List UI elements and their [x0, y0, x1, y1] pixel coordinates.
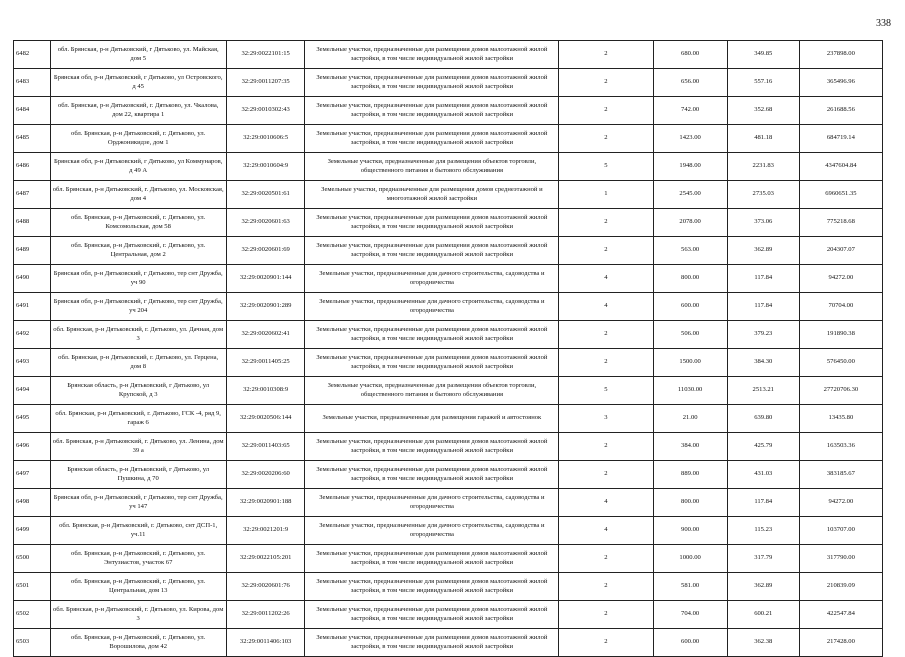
- specific-value-cell: 600.21: [727, 601, 799, 629]
- cadastral-number-cell: 32:29:0020501:61: [226, 181, 305, 209]
- land-use-cell: Земельные участки, предназначенные для размещения объектов торговли, общественного питания и бытового обслуживания: [305, 377, 559, 405]
- address-cell: обл. Брянская, р-н Дятьковский, г. Дятьково, ГСК -4, ряд 9, гараж 6: [50, 405, 226, 433]
- table-row: [14, 181, 883, 209]
- specific-value-cell: 362.38: [727, 629, 799, 657]
- specific-value-cell: 362.89: [727, 573, 799, 601]
- group-cell: 5: [559, 377, 653, 405]
- specific-value-cell: 639.80: [727, 405, 799, 433]
- area-cell: 680.00: [653, 41, 727, 69]
- specific-value-cell: 425.79: [727, 433, 799, 461]
- cadastral-value-cell: 383185.67: [799, 461, 882, 489]
- specific-value-cell: 379.23: [727, 321, 799, 349]
- group-cell: 2: [559, 349, 653, 377]
- land-use-cell: Земельные участки, предназначенные для размещения домов малоэтажной жилой застройки, в том числе индивидуальной жилой застройки: [305, 461, 559, 489]
- row-number-cell: 6483: [14, 69, 51, 97]
- area-cell: 1948.00: [653, 153, 727, 181]
- group-cell: 2: [559, 573, 653, 601]
- land-use-cell: Земельные участки, предназначенные для размещения домов малоэтажной жилой застройки, в том числе индивидуальной жилой застройки: [305, 321, 559, 349]
- specific-value-cell: 117.84: [727, 489, 799, 517]
- row-number-cell: 6496: [14, 433, 51, 461]
- land-use-cell: Земельные участки, предназначенные для размещения домов малоэтажной жилой застройки, в том числе индивидуальной жилой застройки: [305, 629, 559, 657]
- cadastral-number-cell: 32:29:0020901:188: [226, 489, 305, 517]
- land-use-cell: Земельные участки, предназначенные для размещения домов малоэтажной жилой застройки, в том числе индивидуальной жилой застройки: [305, 433, 559, 461]
- area-cell: 1000.00: [653, 545, 727, 573]
- cadastral-value-cell: 6960651.35: [799, 181, 882, 209]
- registry-rows: [14, 41, 883, 657]
- address-cell: обл. Брянская, р-н Дятьковский, г. Дятьково, ул. Ленина, дом 39 а: [50, 433, 226, 461]
- row-number-cell: 6491: [14, 293, 51, 321]
- group-cell: 4: [559, 265, 653, 293]
- address-cell: обл. Брянская, р-н Дятьковский, г Дятьково, ул. Майская, дом 5: [50, 41, 226, 69]
- cadastral-number-cell: 32:29:0010604:9: [226, 153, 305, 181]
- cadastral-number-cell: 32:29:0020206:60: [226, 461, 305, 489]
- row-number-cell: 6488: [14, 209, 51, 237]
- land-use-cell: Земельные участки, предназначенные для размещения домов малоэтажной жилой застройки, в том числе индивидуальной жилой застройки: [305, 97, 559, 125]
- area-cell: 900.00: [653, 517, 727, 545]
- table-row: [14, 237, 883, 265]
- area-cell: 11030.00: [653, 377, 727, 405]
- group-cell: 2: [559, 629, 653, 657]
- cadastral-value-cell: 4347604.84: [799, 153, 882, 181]
- group-cell: 2: [559, 97, 653, 125]
- table-row: [14, 209, 883, 237]
- specific-value-cell: 362.89: [727, 237, 799, 265]
- area-cell: 889.00: [653, 461, 727, 489]
- row-number-cell: 6498: [14, 489, 51, 517]
- cadastral-value-cell: 13435.80: [799, 405, 882, 433]
- specific-value-cell: 117.84: [727, 265, 799, 293]
- cadastral-value-cell: 204307.07: [799, 237, 882, 265]
- address-cell: Брянская обл, р-н Дятьковский, г Дятьково, ул Коммунаров, д 49 А: [50, 153, 226, 181]
- group-cell: 2: [559, 125, 653, 153]
- land-registry-table: [13, 40, 883, 657]
- address-cell: Брянская обл, р-н Дятьковский, г Дятьково, тер снт Дружба, уч 147: [50, 489, 226, 517]
- group-cell: 2: [559, 237, 653, 265]
- group-cell: 4: [559, 517, 653, 545]
- row-number-cell: 6485: [14, 125, 51, 153]
- cadastral-number-cell: 32:29:0020601:76: [226, 573, 305, 601]
- area-cell: 704.00: [653, 601, 727, 629]
- table-row: [14, 573, 883, 601]
- table-row: [14, 125, 883, 153]
- cadastral-value-cell: 217428.00: [799, 629, 882, 657]
- table-row: [14, 265, 883, 293]
- cadastral-value-cell: 27720706.30: [799, 377, 882, 405]
- table-row: [14, 349, 883, 377]
- table-row: [14, 461, 883, 489]
- cadastral-value-cell: 775218.68: [799, 209, 882, 237]
- table-row: [14, 433, 883, 461]
- cadastral-number-cell: 32:29:0010302:43: [226, 97, 305, 125]
- address-cell: обл. Брянская, р-н Дятьковский, г. Дятьково, ул. Кирова, дом 3: [50, 601, 226, 629]
- table-row: [14, 97, 883, 125]
- area-cell: 384.00: [653, 433, 727, 461]
- row-number-cell: 6502: [14, 601, 51, 629]
- row-number-cell: 6486: [14, 153, 51, 181]
- area-cell: 1500.00: [653, 349, 727, 377]
- row-number-cell: 6482: [14, 41, 51, 69]
- address-cell: Брянская область, р-н Дятьковский, г Дятьково, ул Крупской, д 3: [50, 377, 226, 405]
- row-number-cell: 6494: [14, 377, 51, 405]
- row-number-cell: 6490: [14, 265, 51, 293]
- land-use-cell: Земельные участки, предназначенные для размещения домов малоэтажной жилой застройки, в том числе индивидуальной жилой застройки: [305, 41, 559, 69]
- table-row: [14, 629, 883, 657]
- area-cell: 2078.00: [653, 209, 727, 237]
- area-cell: 600.00: [653, 629, 727, 657]
- land-use-cell: Земельные участки, предназначенные для размещения домов малоэтажной жилой застройки, в том числе индивидуальной жилой застройки: [305, 545, 559, 573]
- land-use-cell: Земельные участки, предназначенные для размещения домов малоэтажной жилой застройки, в том числе индивидуальной жилой застройки: [305, 349, 559, 377]
- group-cell: 2: [559, 209, 653, 237]
- cadastral-value-cell: 684719.14: [799, 125, 882, 153]
- row-number-cell: 6500: [14, 545, 51, 573]
- cadastral-number-cell: 32:29:0020506:144: [226, 405, 305, 433]
- address-cell: обл. Брянская, р-н Дятьковский, г. Дятьково, ул. Орджоникидзе, дом 1: [50, 125, 226, 153]
- area-cell: 656.00: [653, 69, 727, 97]
- land-use-cell: Земельные участки, предназначенные для дачного строительства, садоводства и огородничества: [305, 293, 559, 321]
- address-cell: обл. Брянская, р-н Дятьковский, г. Дятьково, снт ДСП-1, уч.11: [50, 517, 226, 545]
- group-cell: 2: [559, 601, 653, 629]
- cadastral-value-cell: 103707.00: [799, 517, 882, 545]
- area-cell: 581.00: [653, 573, 727, 601]
- cadastral-value-cell: 422547.84: [799, 601, 882, 629]
- cadastral-number-cell: 32:29:0021201:9: [226, 517, 305, 545]
- land-use-cell: Земельные участки, предназначенные для размещения объектов торговли, общественного питания и бытового обслуживания: [305, 153, 559, 181]
- cadastral-number-cell: 32:29:0020601:63: [226, 209, 305, 237]
- specific-value-cell: 373.06: [727, 209, 799, 237]
- area-cell: 506.00: [653, 321, 727, 349]
- cadastral-number-cell: 32:29:0022101:15: [226, 41, 305, 69]
- address-cell: обл. Брянская, р-н Дятьковский, г. Дятьково, ул. Энтузиастов, участок 67: [50, 545, 226, 573]
- land-use-cell: Земельные участки, предназначенные для размещения домов малоэтажной жилой застройки, в том числе индивидуальной жилой застройки: [305, 237, 559, 265]
- row-number-cell: 6497: [14, 461, 51, 489]
- specific-value-cell: 2513.21: [727, 377, 799, 405]
- group-cell: 2: [559, 433, 653, 461]
- specific-value-cell: 2735.03: [727, 181, 799, 209]
- land-use-cell: Земельные участки, предназначенные для дачного строительства, садоводства и огородничества: [305, 265, 559, 293]
- address-cell: Брянская обл, р-н Дятьковский, г Дятьково, тер снт Дружба, уч 90: [50, 265, 226, 293]
- cadastral-number-cell: 32:29:0020601:69: [226, 237, 305, 265]
- cadastral-number-cell: 32:29:0010606:5: [226, 125, 305, 153]
- area-cell: 21.00: [653, 405, 727, 433]
- address-cell: Брянская область, р-н Дятьковский, г Дятьково, ул Пушкина, д 70: [50, 461, 226, 489]
- group-cell: 4: [559, 293, 653, 321]
- table-row: [14, 153, 883, 181]
- table-row: [14, 69, 883, 97]
- address-cell: обл. Брянская, р-н Дятьковский, г. Дятьково, ул. Ворошилова, дом 42: [50, 629, 226, 657]
- group-cell: 2: [559, 461, 653, 489]
- specific-value-cell: 117.84: [727, 293, 799, 321]
- specific-value-cell: 481.18: [727, 125, 799, 153]
- specific-value-cell: 115.23: [727, 517, 799, 545]
- cadastral-value-cell: 237898.00: [799, 41, 882, 69]
- area-cell: 742.00: [653, 97, 727, 125]
- area-cell: 1423.00: [653, 125, 727, 153]
- land-use-cell: Земельные участки, предназначенные для дачного строительства, садоводства и огородничества: [305, 517, 559, 545]
- land-use-cell: Земельные участки, предназначенные для дачного строительства, садоводства и огородничества: [305, 489, 559, 517]
- specific-value-cell: 557.16: [727, 69, 799, 97]
- group-cell: 4: [559, 489, 653, 517]
- area-cell: 800.00: [653, 489, 727, 517]
- row-number-cell: 6499: [14, 517, 51, 545]
- group-cell: 2: [559, 41, 653, 69]
- row-number-cell: 6492: [14, 321, 51, 349]
- row-number-cell: 6503: [14, 629, 51, 657]
- cadastral-number-cell: 32:29:0011207:35: [226, 69, 305, 97]
- cadastral-number-cell: 32:29:0010308:9: [226, 377, 305, 405]
- address-cell: обл. Брянская, р-н Дятьковский, г. Дятьково, ул. Комсомольская, дом 58: [50, 209, 226, 237]
- group-cell: 2: [559, 545, 653, 573]
- cadastral-number-cell: 32:29:0011406:103: [226, 629, 305, 657]
- area-cell: 600.00: [653, 293, 727, 321]
- cadastral-value-cell: 317790.00: [799, 545, 882, 573]
- group-cell: 3: [559, 405, 653, 433]
- cadastral-value-cell: 576450.00: [799, 349, 882, 377]
- table-row: [14, 405, 883, 433]
- cadastral-value-cell: 210839.09: [799, 573, 882, 601]
- land-use-cell: Земельные участки, предназначенные для размещения домов малоэтажной жилой застройки, в том числе индивидуальной жилой застройки: [305, 601, 559, 629]
- row-number-cell: 6493: [14, 349, 51, 377]
- specific-value-cell: 349.85: [727, 41, 799, 69]
- land-use-cell: Земельные участки, предназначенные для размещения домов малоэтажной жилой застройки, в том числе индивидуальной жилой застройки: [305, 125, 559, 153]
- address-cell: обл. Брянская, р-н Дятьковский, г. Дятьково, ул. Герцена, дом 8: [50, 349, 226, 377]
- page-number: 338: [876, 18, 891, 29]
- area-cell: 2545.00: [653, 181, 727, 209]
- land-use-cell: Земельные участки, предназначенные для размещения домов среднеэтажной и многоэтажной жилой застройки: [305, 181, 559, 209]
- group-cell: 5: [559, 153, 653, 181]
- area-cell: 563.00: [653, 237, 727, 265]
- address-cell: обл. Брянская, р-н Дятьковский, г. Дятьково, ул. Дачная, дом 3: [50, 321, 226, 349]
- address-cell: Брянская обл, р-н Дятьковский, г Дятьково, ул Островского, д 45: [50, 69, 226, 97]
- table-row: [14, 377, 883, 405]
- address-cell: обл. Брянская, р-н Дятьковский, г. Дятьково, ул. Московская, дом 4: [50, 181, 226, 209]
- cadastral-value-cell: 70704.00: [799, 293, 882, 321]
- cadastral-number-cell: 32:29:0020602:41: [226, 321, 305, 349]
- address-cell: обл. Брянская, р-н Дятьковский, г. Дятьково, ул. Центральная, дом 2: [50, 237, 226, 265]
- cadastral-number-cell: 32:29:0011405:25: [226, 349, 305, 377]
- row-number-cell: 6495: [14, 405, 51, 433]
- table-row: [14, 321, 883, 349]
- cadastral-value-cell: 365496.96: [799, 69, 882, 97]
- table-row: [14, 489, 883, 517]
- specific-value-cell: 2231.83: [727, 153, 799, 181]
- address-cell: обл. Брянская, р-н Дятьковский, г. Дятьково, ул. Чкалова, дом 22, квартира 1: [50, 97, 226, 125]
- row-number-cell: 6501: [14, 573, 51, 601]
- table-row: [14, 517, 883, 545]
- cadastral-number-cell: 32:29:0022105:201: [226, 545, 305, 573]
- cadastral-value-cell: 191890.38: [799, 321, 882, 349]
- land-use-cell: Земельные участки, предназначенные для размещения домов малоэтажной жилой застройки, в том числе индивидуальной жилой застройки: [305, 573, 559, 601]
- table-row: [14, 545, 883, 573]
- table-row: [14, 601, 883, 629]
- table-row: [14, 293, 883, 321]
- cadastral-value-cell: 94272.00: [799, 265, 882, 293]
- specific-value-cell: 431.03: [727, 461, 799, 489]
- cadastral-number-cell: 32:29:0020901:144: [226, 265, 305, 293]
- address-cell: Брянская обл, р-н Дятьковский, г Дятьково, тер снт Дружба, уч 204: [50, 293, 226, 321]
- row-number-cell: 6487: [14, 181, 51, 209]
- land-use-cell: Земельные участки, предназначенные для размещения домов малоэтажной жилой застройки, в том числе индивидуальной жилой застройки: [305, 69, 559, 97]
- land-use-cell: Земельные участки, предназначенные для размещения гаражей и автостоянок: [305, 405, 559, 433]
- specific-value-cell: 317.79: [727, 545, 799, 573]
- cadastral-value-cell: 261688.56: [799, 97, 882, 125]
- group-cell: 2: [559, 69, 653, 97]
- row-number-cell: 6484: [14, 97, 51, 125]
- land-use-cell: Земельные участки, предназначенные для размещения домов малоэтажной жилой застройки, в том числе индивидуальной жилой застройки: [305, 209, 559, 237]
- group-cell: 2: [559, 321, 653, 349]
- table-row: [14, 41, 883, 69]
- area-cell: 800.00: [653, 265, 727, 293]
- row-number-cell: 6489: [14, 237, 51, 265]
- cadastral-value-cell: 94272.00: [799, 489, 882, 517]
- specific-value-cell: 352.68: [727, 97, 799, 125]
- address-cell: обл. Брянская, р-н Дятьковский, г. Дятьково, ул. Центральная, дом 13: [50, 573, 226, 601]
- cadastral-number-cell: 32:29:0011202:26: [226, 601, 305, 629]
- cadastral-number-cell: 32:29:0020901:289: [226, 293, 305, 321]
- group-cell: 1: [559, 181, 653, 209]
- cadastral-value-cell: 163503.36: [799, 433, 882, 461]
- specific-value-cell: 384.30: [727, 349, 799, 377]
- cadastral-number-cell: 32:29:0011403:65: [226, 433, 305, 461]
